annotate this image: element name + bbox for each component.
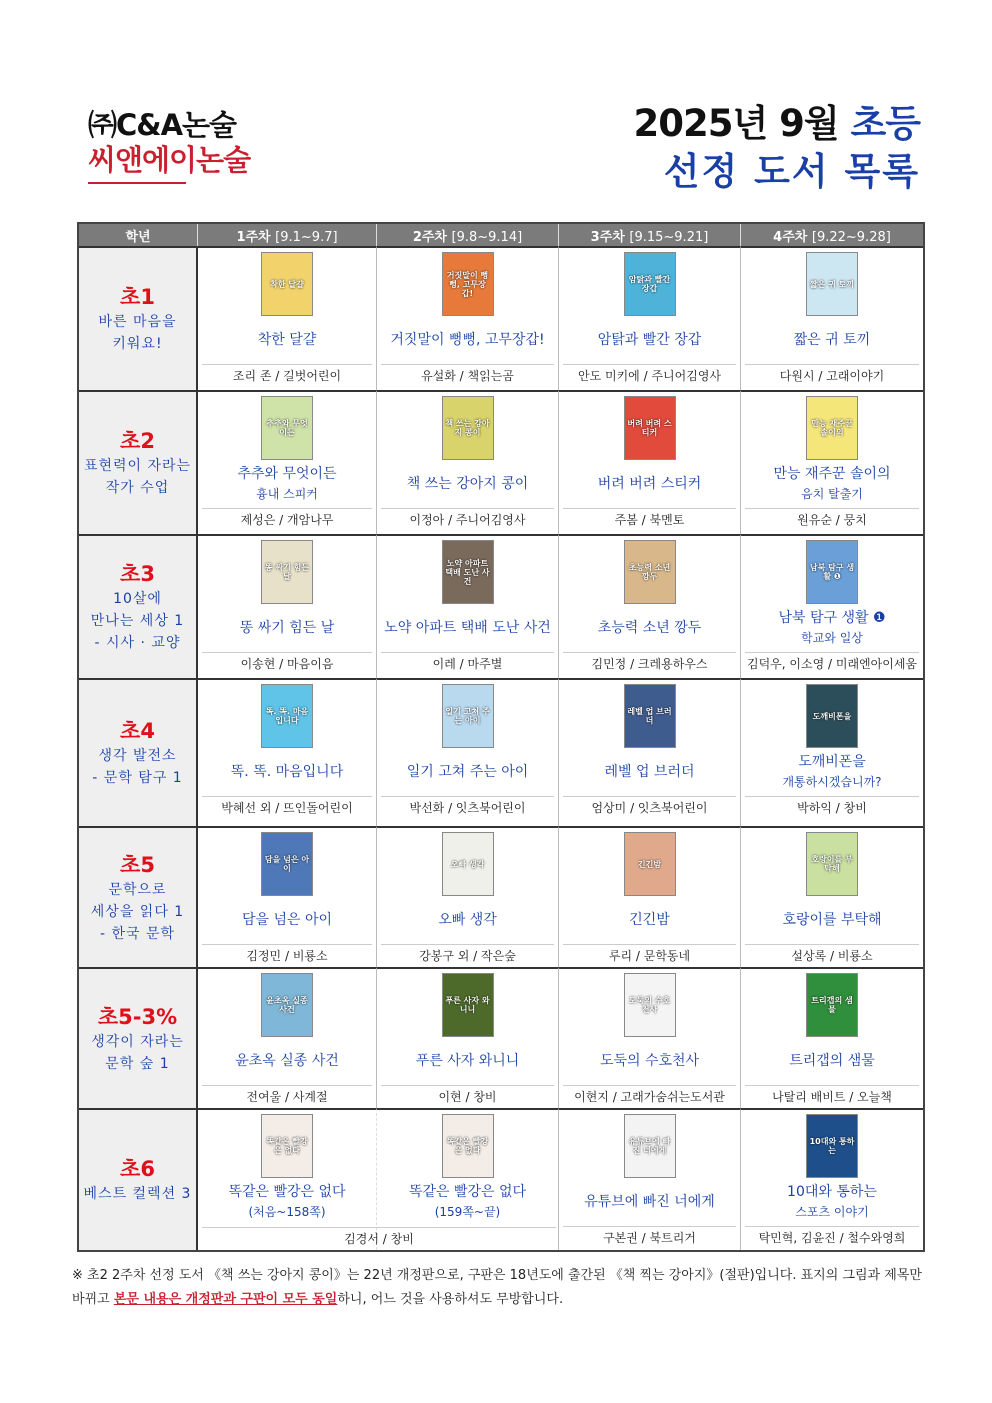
- grade-description: 10살에: [113, 591, 162, 607]
- grade-cell: [79, 246, 198, 390]
- book-author: 안도 미키에 / 주니어김영사: [563, 364, 736, 387]
- book-title: 버려 버려 스티커: [597, 476, 702, 492]
- logo-underline: [88, 182, 186, 184]
- book-cell: [377, 826, 559, 967]
- book-cell: [198, 534, 377, 678]
- book-author: 조리 존 / 길벗어린이: [202, 364, 372, 387]
- book-author: 김민정 / 크레용하우스: [563, 652, 736, 675]
- grade-cell: [79, 534, 198, 678]
- book-cover-image: 암탉과 빨간 장갑: [624, 252, 676, 316]
- book-title: 도깨비폰을 개통하시겠습니까?: [741, 748, 923, 796]
- book-title: 똑. 똑. 마음입니다: [230, 764, 344, 780]
- grade-cell: [79, 826, 198, 967]
- book-cell: [198, 826, 377, 967]
- book-title: 유튜브에 빠진 너에게: [584, 1194, 715, 1210]
- book-author: 박선화 / 잇츠북어린이: [381, 796, 554, 819]
- book-cell: [741, 967, 923, 1108]
- table-row: [79, 967, 923, 1108]
- book-author: 주봄 / 북멘토: [563, 508, 736, 531]
- book-cover-image: 노약 아파트 택배 도난 사건: [442, 540, 494, 604]
- book-title: 만능 재주꾼 솔이의 음치 탈출기: [741, 460, 923, 508]
- book-cell: [377, 390, 559, 534]
- header-week-2: 2주차 [9.8~9.14]: [377, 224, 559, 246]
- book-subtitle: 학교와 일상: [801, 631, 863, 645]
- book-title: 초능력 소년 깡두: [597, 620, 702, 636]
- company-logo: [88, 108, 250, 184]
- grade-name: 초1: [120, 285, 155, 309]
- grade-description: 생각 발전소: [98, 748, 177, 764]
- book-author: 다원시 / 고래이야기: [745, 364, 919, 387]
- book-subtitle: 개통하시겠습니까?: [782, 775, 882, 789]
- shared-book-author: 김경서 / 창비: [202, 1227, 556, 1250]
- grade-name: 초5-3%: [97, 1004, 178, 1029]
- book-title: 긴긴밤: [629, 912, 670, 928]
- book-cell: [559, 246, 741, 390]
- book-cell: [198, 390, 377, 534]
- book-author: 김정민 / 비룡소: [202, 944, 372, 967]
- book-title: 똥 싸기 힘든 날: [239, 620, 335, 636]
- book-title: 윤초옥 실종 사건: [235, 1053, 339, 1069]
- book-cell: [377, 246, 559, 390]
- grade-cell: [79, 1108, 198, 1250]
- book-cover-image: 도깨비폰을: [806, 684, 858, 748]
- header-week-1: 1주차 [9.1~9.7]: [198, 224, 377, 246]
- book-title: 10대와 통하는 스포츠 이야기: [741, 1178, 923, 1226]
- title-accent: 초등: [850, 102, 920, 145]
- grade-description: - 한국 문학: [99, 925, 176, 942]
- book-author: 박혜선 외 / 뜨인돌어린이: [202, 796, 372, 819]
- book-author: 구본권 / 북트리거: [563, 1226, 736, 1249]
- book-cell: [741, 534, 923, 678]
- book-cover-image: 담을 넘은 아이: [261, 832, 313, 896]
- book-author: 강봉구 외 / 작은숲: [381, 944, 554, 967]
- book-cell: [559, 1108, 741, 1250]
- grade-name: 초3: [120, 562, 155, 586]
- book-cover-image: 거짓말이 뻥뻥, 고무장갑!: [442, 252, 494, 316]
- book-title: 푸른 사자 와니니: [415, 1053, 520, 1069]
- grade-name: 초2: [120, 429, 155, 453]
- book-author: 이정아 / 주니어김영사: [381, 508, 554, 531]
- book-cover-image: 똑. 똑. 마음입니다: [261, 684, 313, 748]
- book-cover-image: 일기 고쳐 주는 아이: [442, 684, 494, 748]
- book-author: 나탈리 배비트 / 오늘책: [745, 1085, 919, 1108]
- book-cell: [741, 1108, 923, 1250]
- book-author: 이현 / 창비: [381, 1085, 554, 1108]
- book-cell: [741, 390, 923, 534]
- page-title: [634, 100, 920, 196]
- book-title: 추추와 무엇이든 흉내 스피커: [198, 460, 376, 508]
- footnote: ※ 초2 2주차 선정 도서 《책 쓰는 강아지 콩이》는 22년 개정판으로, 구판은 18년도에 출간된 《책 찍는 강아지》(절판)입니다. 표지의 그림과 제목만 바뀌고 본문 내용은 개정판과 구판이 모두 동일하니, 어느 것을 사용하셔도 무방합니다.: [72, 1268, 922, 1307]
- grade-description: 베스트 컬렉션 3: [83, 1186, 192, 1202]
- book-cover-image: 긴긴밤: [624, 832, 676, 896]
- book-list-table: [77, 222, 925, 1252]
- book-cover-image: 똥 싸기 힘든 날: [261, 540, 313, 604]
- table-row: [79, 678, 923, 826]
- book-author: 원유순 / 뭉치: [745, 508, 919, 531]
- book-title: 똑같은 빨강은 없다 (159쪽~끝): [377, 1178, 558, 1226]
- book-title: 똑같은 빨강은 없다 (처음~158쪽): [198, 1178, 376, 1226]
- grade-cell: [79, 967, 198, 1108]
- book-cover-image: 추추와 무엇이든: [261, 396, 313, 460]
- book-cover-image: 레벨 업 브러더: [624, 684, 676, 748]
- grade-description: 문학 숲 1: [105, 1055, 170, 1072]
- book-author: 탁민혁, 김윤진 / 철수와영희: [745, 1226, 919, 1249]
- title-line2: 선정 도서 목록: [663, 150, 920, 193]
- book-subtitle: 음치 탈출기: [801, 487, 863, 501]
- grade-description: 생각이 자라는: [91, 1033, 184, 1050]
- book-cell: [741, 678, 923, 826]
- grade-description: - 문학 탐구 1: [92, 770, 183, 786]
- book-cell: [377, 678, 559, 826]
- book-title: 노약 아파트 택배 도난 사건: [384, 620, 551, 636]
- book-author: 이레 / 마주별: [381, 652, 554, 675]
- grade-description: 표현력이 자라는: [83, 458, 192, 474]
- book-cover-image: 윤초옥 실종 사건: [261, 973, 313, 1037]
- book-title: 도둑의 수호천사: [599, 1053, 700, 1069]
- footnote-emphasis: 본문 내용은 개정판과 구판이 모두 동일: [113, 1292, 338, 1307]
- book-subtitle: 흉내 스피커: [256, 487, 318, 501]
- book-subtitle: (159쪽~끝): [434, 1205, 501, 1219]
- grade-cell: [79, 390, 198, 534]
- book-title: 담을 넘은 아이: [241, 912, 333, 928]
- book-author: 이송현 / 마음이음: [202, 652, 372, 675]
- book-title: 책 쓰는 강아지 콩이: [406, 476, 529, 492]
- book-cover-image: 푸른 사자 와니니: [442, 973, 494, 1037]
- book-cover-image: 책 쓰는 강아지 콩이: [442, 396, 494, 460]
- book-cover-image: 짧은 귀 토끼: [806, 252, 858, 316]
- book-cell: [741, 826, 923, 967]
- book-cover-image: 똑같은 빨강은 없다: [442, 1114, 494, 1178]
- book-author: 김덕우, 이소영 / 미래엔아이세움: [745, 652, 919, 675]
- book-author: 루리 / 문학동네: [563, 944, 736, 967]
- book-author: 엄상미 / 잇츠북어린이: [563, 796, 736, 819]
- table-header-row: [79, 224, 923, 246]
- grade-description: 문학으로: [108, 881, 167, 898]
- table-row: [79, 246, 923, 390]
- book-title: 착한 달걀: [257, 332, 317, 348]
- header-week-3: 3주차 [9.15~9.21]: [559, 224, 741, 246]
- book-cell: [559, 390, 741, 534]
- book-author: 전여울 / 사계절: [202, 1085, 372, 1108]
- book-cell: [741, 246, 923, 390]
- book-cover-image: 남북 탐구 생활 ❶: [806, 540, 858, 604]
- book-title: 남북 탐구 생활 ❶ 학교와 일상: [741, 604, 923, 652]
- grade-description: 바른 마음을: [98, 314, 177, 330]
- grade-description: 키워요!: [112, 336, 163, 352]
- book-author: 박하익 / 창비: [745, 796, 919, 819]
- table-row: [79, 534, 923, 678]
- logo-top-text: ㈜C&A논술: [88, 108, 237, 142]
- book-cell: [198, 246, 377, 390]
- book-cover-image: 트리갭의 샘물: [806, 973, 858, 1037]
- book-author: 유설화 / 책읽는곰: [381, 364, 554, 387]
- book-author: 설상록 / 비룡소: [745, 944, 919, 967]
- book-author: 제성은 / 개암나무: [202, 508, 372, 531]
- table-row: [79, 826, 923, 967]
- book-cover-image: 만능 재주꾼 솔이의: [806, 396, 858, 460]
- book-title: 거짓말이 뻥뻥, 고무장갑!: [390, 332, 545, 348]
- book-title: 짧은 귀 토끼: [793, 332, 871, 348]
- grade-name: 초4: [120, 719, 155, 743]
- book-title: 호랑이를 부탁해: [782, 912, 882, 928]
- title-prefix: 2025년 9월: [633, 102, 851, 145]
- book-author: 이현지 / 고래가숨쉬는도서관: [563, 1085, 736, 1108]
- grade-description: - 시사 · 교양: [94, 635, 181, 651]
- grade-description: 만나는 세상 1: [90, 613, 185, 629]
- header-grade: 학년: [79, 224, 198, 246]
- book-cover-image: 호랑이를 부탁해: [806, 832, 858, 896]
- grade-description: 작가 수업: [105, 480, 170, 496]
- book-cover-image: 착한 달걀: [261, 252, 313, 316]
- book-title: 트리갭의 샘물: [789, 1053, 875, 1069]
- book-cell: [377, 967, 559, 1108]
- book-cell: [559, 967, 741, 1108]
- book-subtitle: (처음~158쪽): [248, 1205, 326, 1219]
- grade-cell: [79, 678, 198, 826]
- book-cell: [377, 534, 559, 678]
- book-cell: [198, 967, 377, 1108]
- logo-bottom-text: 씨앤에이논술: [88, 143, 251, 177]
- header-week-4: 4주차 [9.22~9.28]: [741, 224, 923, 246]
- book-cover-image: 버려 버려 스티커: [624, 396, 676, 460]
- book-cover-image: 똑같은 빨강은 없다: [261, 1114, 313, 1178]
- book-cover-image: 도둑의 수호천사: [624, 973, 676, 1037]
- book-cover-image: 오빠 생각: [442, 832, 494, 896]
- table-row: [79, 1108, 923, 1250]
- grade-name: 초6: [120, 1157, 155, 1181]
- book-cell: [559, 678, 741, 826]
- table-row: [79, 390, 923, 534]
- book-cell: [559, 826, 741, 967]
- book-cell: [559, 534, 741, 678]
- book-title: 암탉과 빨간 장갑: [597, 332, 702, 348]
- grade-name: 초5: [120, 852, 155, 877]
- book-title: 일기 고쳐 주는 아이: [406, 764, 529, 780]
- book-cover-image: 10대와 통하는: [806, 1114, 858, 1178]
- book-cell: [198, 678, 377, 826]
- book-title: 오빠 생각: [438, 912, 497, 928]
- book-cover-image: 초능력 소년 깡두: [624, 540, 676, 604]
- grade-description: 세상을 읽다 1: [90, 903, 185, 920]
- book-cover-image: 유튜브에 빠진 너에게: [624, 1114, 676, 1178]
- book-title: 레벨 업 브러더: [604, 764, 695, 780]
- book-subtitle: 스포츠 이야기: [795, 1205, 869, 1219]
- book-cell: [198, 1108, 414, 1250]
